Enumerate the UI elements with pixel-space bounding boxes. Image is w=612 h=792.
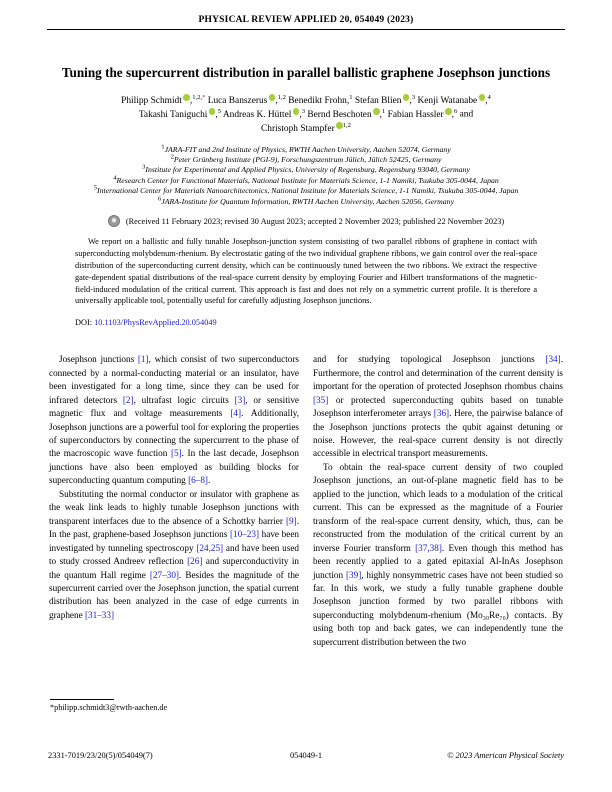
received-row (0, 215, 612, 227)
author: Christoph Stampfer $^{1,2}$ (261, 121, 351, 134)
author-name: Luca Banszerus (207, 95, 268, 106)
doi-link[interactable]: 10.1103/PhysRevApplied.20.054049 (94, 318, 217, 328)
email-link[interactable]: philipp.schmidt3@rwth-aachen.de (54, 703, 168, 712)
citation-link[interactable]: [1] (137, 354, 149, 365)
right-column (313, 353, 563, 649)
orcid-icon[interactable] (445, 108, 452, 115)
orcid-icon[interactable] (479, 94, 486, 101)
affiliation: $^4$Research Center for Functional Materials, National Institute for Materials Science, 1-1 Namiki, Tsukuba 305-0044, Japan (113, 174, 499, 185)
doi-label: DOI: (75, 318, 93, 328)
orcid-icon[interactable] (183, 94, 190, 101)
citation-link[interactable]: [36] (433, 408, 450, 419)
footnote-marker: * (50, 703, 55, 712)
affiliation: $^6$JARA-Institute for Quantum Information, RWTH Aachen University, Aachen 52056, Germany (157, 195, 455, 206)
affiliation: $^5$International Center for Materials Nanoarchitectonics, National Institute for Materials Science, 1-1 Namiki, Tsukuba 305-0044, Japan (93, 184, 519, 196)
body-paragraph: and for studying topological Josephson junctions [34]. Furthermore, the control and determination of the current density is important for the operation of protected Josephson rhombus chains [35] or protected superconducting qubits based on tunable Josephson interferometer arrays [36]. Here, the pairwise balance of the Josephson junctions protects the qubit against detuning or noise. However, the real-space current density is not directly accessible in electrical transport measurements. (313, 354, 563, 459)
header-rule (47, 29, 565, 30)
journal-header: PHYSICAL REVIEW APPLIED 20, 054049 (2023) (198, 15, 414, 25)
author: Andreas K. Hüttel ,$^3$ (222, 107, 305, 120)
citation-link[interactable]: [37,38] (415, 542, 442, 553)
author-name: Kenji Watanabe (417, 95, 478, 106)
citation-link[interactable]: [5] (170, 448, 182, 459)
citation-link[interactable]: [27–30] (149, 569, 179, 580)
footnote-ref-star[interactable]: * (202, 93, 206, 101)
body-paragraph: To obtain the real-space current density of two coupled Josephson junctions, an out-of-plane magnetic field has to be applied to the junction, which leads to a modulation of the critical current. This can be expressed as the magnitude of a Fourier transform of the real-space current density, which, thus, can be reconstructed from the modulation of the critical current by an inverse Fourier transform [37,38]. Even though this method has been recently applied to a gated epitaxial Al-InAs Josephson junction [39], highly nonsymmetric cases have not been studied so far. In this work, we study a fully tunable graphene double Josephson junction formed by two parallel ribbons with superconducting molybdenum-rhenium (Mo₃₀Re₇₀) contacts. By using both top and back gates, we can independently tune the supercurrent distribution between the two (313, 461, 563, 647)
author-name: Stefan Blien (354, 95, 402, 106)
abstract-text: We report on a ballistic and fully tunable Josephson-junction system consisting of two parallel ribbons of graphene in contact with superconducting molybdenum-rhenium. By electrostatic gating of the two individual graphene ribbons, we gain control over the real-space distribution of the superconducting current density, which can be continuously tuned between the two ribbons. We extract the respective gate-dependent spatial distributions of the real-space current density by employing Fourier and Hilbert transformations of the magnetic-field-induced modulation of the critical current. This approach is fast and does not rely on a symmetric current profile. It is therefore a universally applicable tool, potentially useful for carefully adjusting Josephson junctions. (75, 237, 537, 306)
citation-link[interactable]: [3] (234, 394, 246, 405)
doi-line (75, 318, 537, 327)
author-list: Philipp Schmidt ,$^{1,2,*}$ Luca Banszerus ,$^{1,2}$ Benedikt Frohn,$^1$ Stefan Blien ,$^3$ Kenji Watanabe ,$^4$ Takashi Taniguchi ,$^5$ Andreas K. Hüttel ,$^3$ Bernd Beschoten ,$^1$ Fabian Hassler ,$^6$ and Christoph Stampfer $^{1,2}$ (121, 93, 491, 134)
author-name: Takashi Taniguchi (138, 109, 208, 120)
orcid-icon[interactable] (269, 94, 276, 101)
citation-link[interactable]: [39] (345, 569, 362, 580)
author-name: Christoph Stampfer (261, 123, 335, 134)
author: Stefan Blien ,$^3$ (354, 93, 416, 106)
abstract (75, 236, 537, 307)
paper-title: Tuning the supercurrent distribution in parallel ballistic graphene Josephson junctions (61, 65, 551, 80)
citation-link[interactable]: [6–8] (188, 475, 208, 486)
author: Luca Banszerus ,$^{1,2}$ (207, 93, 286, 106)
body-paragraph: Josephson junctions [1], which consist of two superconductors connected by a normal-conducting material or an insulator, have been investigated for a long time, since they can be used for infrared detectors [2], ultrafast logic circuits [3], or sensitive magnetic flux and voltage measurements [4]. Additionally, Josephson junctions are a powerful tool for exploring the properties of superconductors by connecting the supercurrent to the phase of the macroscopic wave function [5]. In the last decade, Josephson junctions have also been employed as building blocks for superconducting quantum computing [6–8]. (49, 354, 299, 486)
citation-link[interactable]: [26] (187, 556, 203, 567)
author: Kenji Watanabe ,$^4$ (417, 93, 491, 106)
author: Benedikt Frohn,$^1$ (288, 93, 353, 106)
citation-link[interactable]: [4] (230, 408, 242, 419)
page-footer (48, 751, 564, 760)
author-name: Bernd Beschoten (307, 109, 372, 120)
orcid-icon[interactable] (209, 108, 216, 115)
orcid-icon[interactable] (403, 94, 410, 101)
orcid-icon[interactable] (293, 108, 300, 115)
body-paragraph: Substituting the normal conductor or insulator with graphene as the weak link leads to highly tunable Josephson junctions with transparent interfaces due to the absence of a Schottky barrier [9]. In the past, graphene-based Josephson junctions [10–23] have been investigated by tunneling spectroscopy [24,25] and have been used to study crossed Andreev reflection [26] and superconductivity in the quantum Hall regime [27–30]. Besides the magnitude of the supercurrent carried over the Josephson junction, the spatial current distribution has been analyzed in the case of edge currents in graphene [31–33] (49, 488, 300, 620)
author: Fabian Hassler ,$^6$ (387, 107, 458, 120)
copyright: © 2023 American Physical Society (447, 751, 564, 760)
citation-link[interactable]: [2] (122, 394, 134, 405)
citation-link[interactable]: [10–23] (229, 529, 260, 540)
issn-info: 2331-7019/23/20(5)/054049(7) (48, 751, 153, 760)
author: Takashi Taniguchi ,$^5$ (138, 107, 222, 120)
author-footnote (50, 699, 167, 712)
citation-link[interactable]: [35] (313, 394, 329, 405)
body-columns (49, 353, 563, 649)
author-name: Andreas K. Hüttel (222, 109, 292, 120)
received-dates: (Received 11 February 2023; revised 30 August 2023; accepted 2 November 2023; published 22 November 2023) (125, 216, 505, 226)
author-name: Benedikt Frohn (288, 95, 347, 106)
author-name: Fabian Hassler (387, 109, 444, 120)
orcid-icon[interactable] (373, 108, 380, 115)
citation-link[interactable]: [24,25] (196, 542, 224, 553)
footnote-rule (50, 699, 114, 700)
left-column (49, 353, 299, 649)
page-number: 054049-1 (289, 751, 323, 760)
citation-link[interactable]: [9] (285, 515, 297, 526)
citation-link[interactable]: [34] (545, 354, 561, 365)
citation-link[interactable]: [31–33] (84, 609, 115, 620)
affiliation: $^3$Institute for Experimental and Applied Physics, University of Regensburg, Regensburg 93040, Germany (142, 163, 470, 175)
author: Bernd Beschoten ,$^1$ (307, 107, 386, 120)
affiliation: $^1$JARA-FIT and 2nd Institute of Physics, RWTH Aachen University, Aachen 52074, Germany (161, 142, 451, 154)
affiliation-list (48, 142, 564, 208)
author: Philipp Schmidt ,$^{1,2,*}$ (121, 93, 206, 106)
affiliation: $^2$Peter Grünberg Institute (PGI-9), Forschungszentrum Jülich, Jülich 52425, Germany (170, 153, 442, 164)
crossmark-icon[interactable] (108, 215, 120, 227)
author-name: Philipp Schmidt (121, 95, 182, 106)
